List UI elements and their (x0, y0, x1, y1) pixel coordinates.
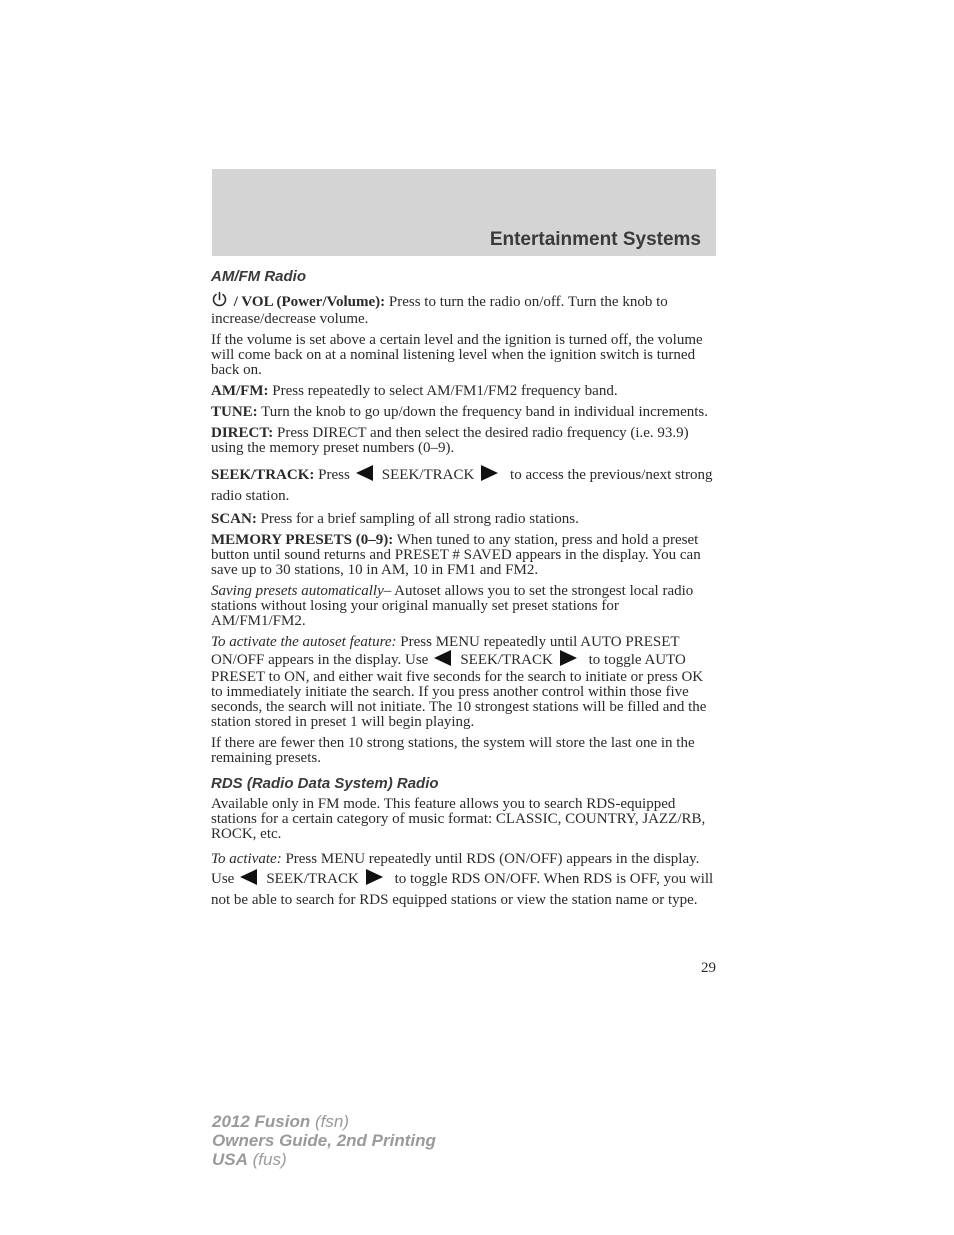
memory-presets-term: MEMORY PRESETS (0–9): (211, 532, 394, 548)
autoset-label: SEEK/TRACK (460, 652, 553, 668)
scan-term: SCAN: (211, 511, 257, 527)
power-icon (211, 291, 228, 312)
heading-am-fm-radio: AM/FM Radio (211, 268, 306, 285)
paragraph-rds-intro: Available only in FM mode. This feature allows you to search RDS-equipped stations for a certain category of music format: CLASSIC, COUNTRY, JAZZ/RB, ROCK, etc. (211, 796, 706, 842)
rds-activate-lead: To activate: (211, 851, 282, 867)
rds-activate-before: Press MENU repeatedly until RDS (ON/OFF) appears in the display. Use (211, 851, 700, 887)
am-fm-term: AM/FM: (211, 383, 269, 399)
footer-model-code: (fsn) (310, 1112, 349, 1131)
footer-guide-line (212, 1131, 436, 1150)
section-title: Entertainment Systems (489, 229, 701, 250)
seek-right-icon (559, 650, 577, 670)
paragraph-power-volume (211, 291, 716, 327)
seek-track-term: SEEK/TRACK: (211, 467, 315, 483)
power-volume-term: / VOL (Power/Volume): (230, 294, 386, 310)
paragraph-direct (211, 426, 716, 456)
footer-model: 2012 Fusion (212, 1112, 311, 1131)
am-fm-text: Press repeatedly to select AM/FM1/FM2 frequency band. (268, 383, 618, 399)
heading-rds-radio: RDS (Radio Data System) Radio (211, 775, 439, 792)
seek-right-icon (480, 465, 498, 487)
footer-region-line (212, 1150, 436, 1169)
page-number: 29 (701, 960, 716, 976)
seek-track-after: to access the previous/next strong radio station. (211, 467, 713, 504)
footer-region-code: (fus) (247, 1150, 287, 1169)
paragraph-saving-presets (211, 584, 716, 629)
footer-model-line (212, 1112, 436, 1131)
seek-left-icon (356, 465, 374, 487)
paragraph-seek-track (211, 465, 716, 506)
footer-region: USA (212, 1150, 248, 1169)
seek-right-icon (365, 869, 383, 891)
memory-presets-text: When tuned to any station, press and hold a preset button until sound returns and PRESET # SAVED appears in the display. You can save up to 30 stations, 10 in AM, 10 in FM1 and FM2. (211, 532, 701, 578)
footer-guide: Owners Guide, 2nd Printing (212, 1131, 436, 1150)
seek-left-icon (434, 650, 452, 670)
footer-edition-info (212, 1112, 436, 1169)
page-content (211, 266, 716, 916)
direct-text: Press DIRECT and then select the desired radio frequency (i.e. 93.9) using the memory preset numbers (0–9). (211, 425, 689, 456)
paragraph-scan (211, 512, 716, 527)
autoset-lead: To activate the autoset feature: (211, 634, 397, 650)
rds-activate-after: to toggle RDS ON/OFF. When RDS is OFF, you will not be able to search for RDS equipped stations or view the station name or type. (211, 871, 714, 908)
paragraph-volume-note: If the volume is set above a certain level and the ignition is turned off, the volume will come back on at a nominal listening level when the ignition switch is turned back on. (211, 332, 703, 378)
tune-text: Turn the knob to go up/down the frequency band in individual increments. (257, 404, 709, 420)
section-header-band (212, 169, 716, 256)
direct-term: DIRECT: (211, 425, 274, 441)
rds-activate-label: SEEK/TRACK (266, 871, 359, 887)
paragraph-autoset (211, 635, 716, 730)
seek-left-icon (240, 869, 258, 891)
paragraph-rds-activate (211, 850, 716, 910)
seek-track-label: SEEK/TRACK (381, 467, 475, 483)
saving-presets-text: – Autoset allows you to set the strongest local radio stations without losing your original manually set preset stations for AM/FM1/FM2. (211, 583, 694, 629)
scan-text: Press for a brief sampling of all strong radio stations. (256, 511, 579, 527)
power-volume-text: Press to turn the radio on/off. Turn the knob to increase/decrease volume. (211, 294, 668, 327)
paragraph-memory-presets (211, 533, 716, 578)
tune-term: TUNE: (211, 404, 258, 420)
saving-presets-lead: Saving presets automatically (211, 583, 384, 599)
paragraph-tune (211, 405, 716, 420)
paragraph-fewer-stations: If there are fewer then 10 strong stations, the system will store the last one in the remaining presets. (211, 735, 695, 766)
autoset-after: to toggle AUTO PRESET to ON, and either wait five seconds for the search to initiate or press OK to immediately initiate the search. If you press another control within those five seconds, the search will not initiate. The 10 strongest stations will be filled and the station stored in preset 1 will begin playing. (211, 652, 707, 730)
seek-track-press: Press (314, 467, 350, 483)
autoset-before: Press MENU repeatedly until AUTO PRESET ON/OFF appears in the display. Use (211, 634, 680, 668)
paragraph-am-fm (211, 384, 716, 399)
